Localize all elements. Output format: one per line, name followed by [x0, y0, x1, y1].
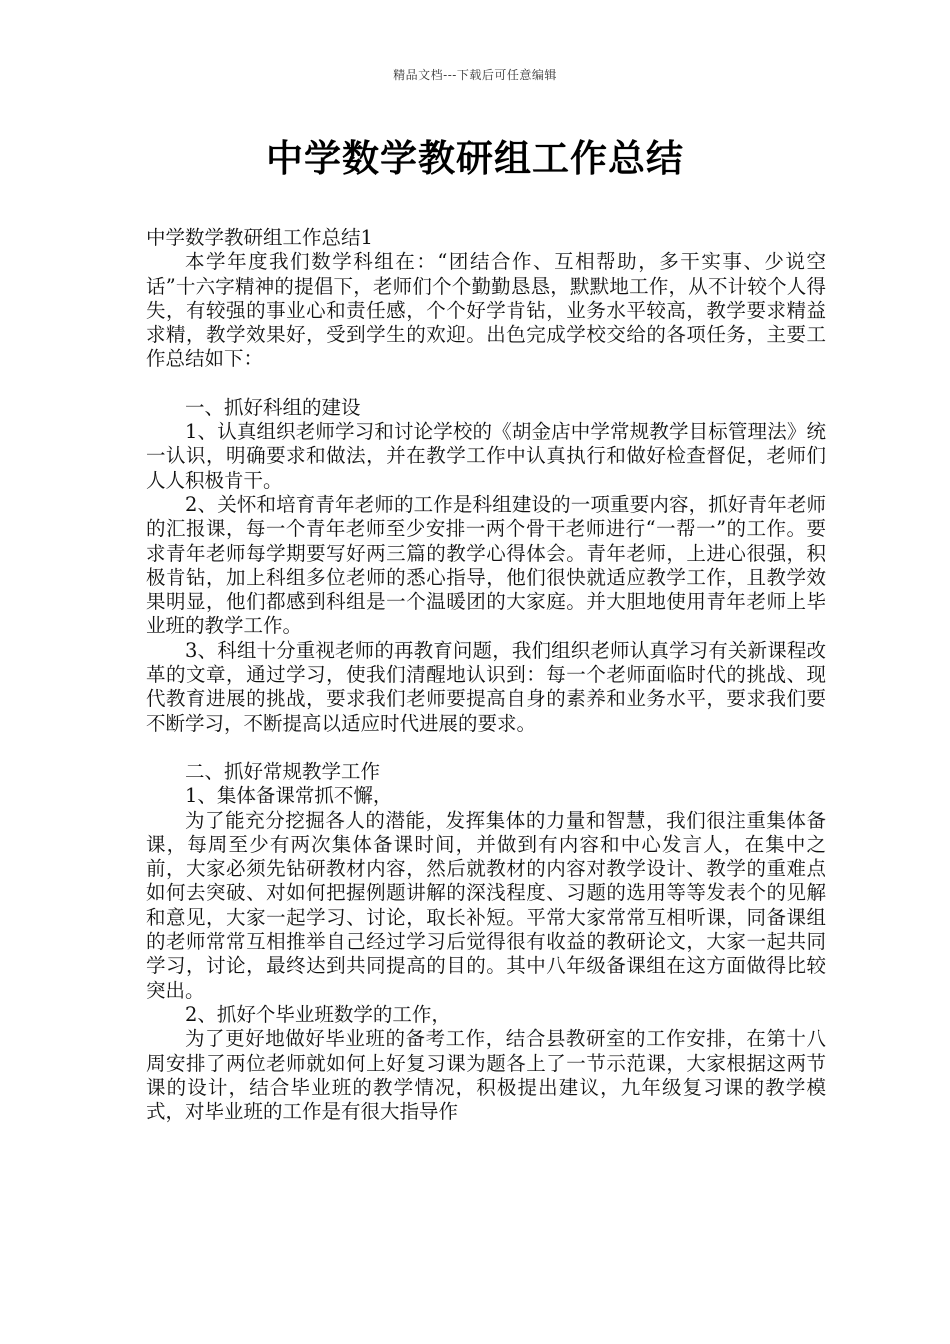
intro-paragraph: 本学年度我们数学科组在：“团结合作、互相帮助，多干实事、少说空话”十六字精神的提倡下，老师们个个勤勤恳恳，默默地工作，从不计较个人得失，有较强的事业心和责任感，个个好学肯钻，业务水平较高，教学要求精益求精，教学效果好，受到学生的欢迎。出色完成学校交给的各项任务，主要工作总结如下： [146, 250, 826, 371]
body-paragraph: 为了更好地做好毕业班的备考工作，结合县教研室的工作安排，在第十八周安排了两位老师就如何上好复习课为题各上了一节示范课，大家根据这两节课的设计，结合毕业班的教学情况，积极提出建议，九年级复习课的教学模式，对毕业班的工作是有很大指导作 [146, 1027, 826, 1124]
body-paragraph: 2、关怀和培育青年老师的工作是科组建设的一项重要内容，抓好青年老师的汇报课，每一个青年老师至少安排一两个骨干老师进行“一帮一”的工作。要求青年老师每学期要写好两三篇的教学心得体会。青年老师，上进心很强，积极肯钻，加上科组多位老师的悉心指导，他们很快就适应教学工作，且教学效果明显，他们都感到科组是一个温暖团的大家庭。并大胆地使用青年老师上毕业班的教学工作。 [146, 492, 826, 638]
section-heading: 二、抓好常规教学工作 [185, 759, 381, 783]
section-heading: 一、抓好科组的建设 [185, 395, 361, 419]
subsection-heading: 2、抓好个毕业班数学的工作， [185, 1002, 451, 1026]
document-subtitle: 中学数学教研组工作总结1 [146, 226, 373, 249]
page-title: 中学数学教研组工作总结 [266, 137, 684, 180]
body-paragraph: 3、科组十分重视老师的再教育问题，我们组织老师认真学习有关新课程改革的文章，通过学习，使我们清醒地认识到：每一个老师面临时代的挑战、现代教育进展的挑战，要求我们老师要提高自身的素养和业务水平，要求我们要不断学习，不断提高以适应时代进展的要求。 [146, 638, 826, 735]
body-paragraph: 1、认真组织老师学习和讨论学校的《胡金店中学常规教学目标管理法》统一认识，明确要求和做法，并在教学工作中认真执行和做好检查督促，老师们人人积极肯干。 [146, 420, 826, 492]
document-body [146, 226, 826, 1124]
page-header: 精品文档---下载后可任意编辑 [393, 68, 557, 82]
subsection-heading: 1、集体备课常抓不懈， [185, 784, 393, 808]
body-paragraph: 为了能充分挖掘各人的潜能，发挥集体的力量和智慧，我们很注重集体备课，每周至少有两次集体备课时间，并做到有内容和中心发言人，在集中之前，大家必须先钻研教材内容，然后就教材的内容对教学设计、教学的重难点如何去突破、对如何把握例题讲解的深浅程度、习题的选用等等发表个的见解和意见，大家一起学习、讨论，取长补短。平常大家常常互相听课，同备课组的老师常常互相推举自己经过学习后觉得很有收益的教研论文，大家一起共同学习，讨论，最终达到共同提高的目的。其中八年级备课组在这方面做得比较突出。 [146, 808, 826, 1002]
